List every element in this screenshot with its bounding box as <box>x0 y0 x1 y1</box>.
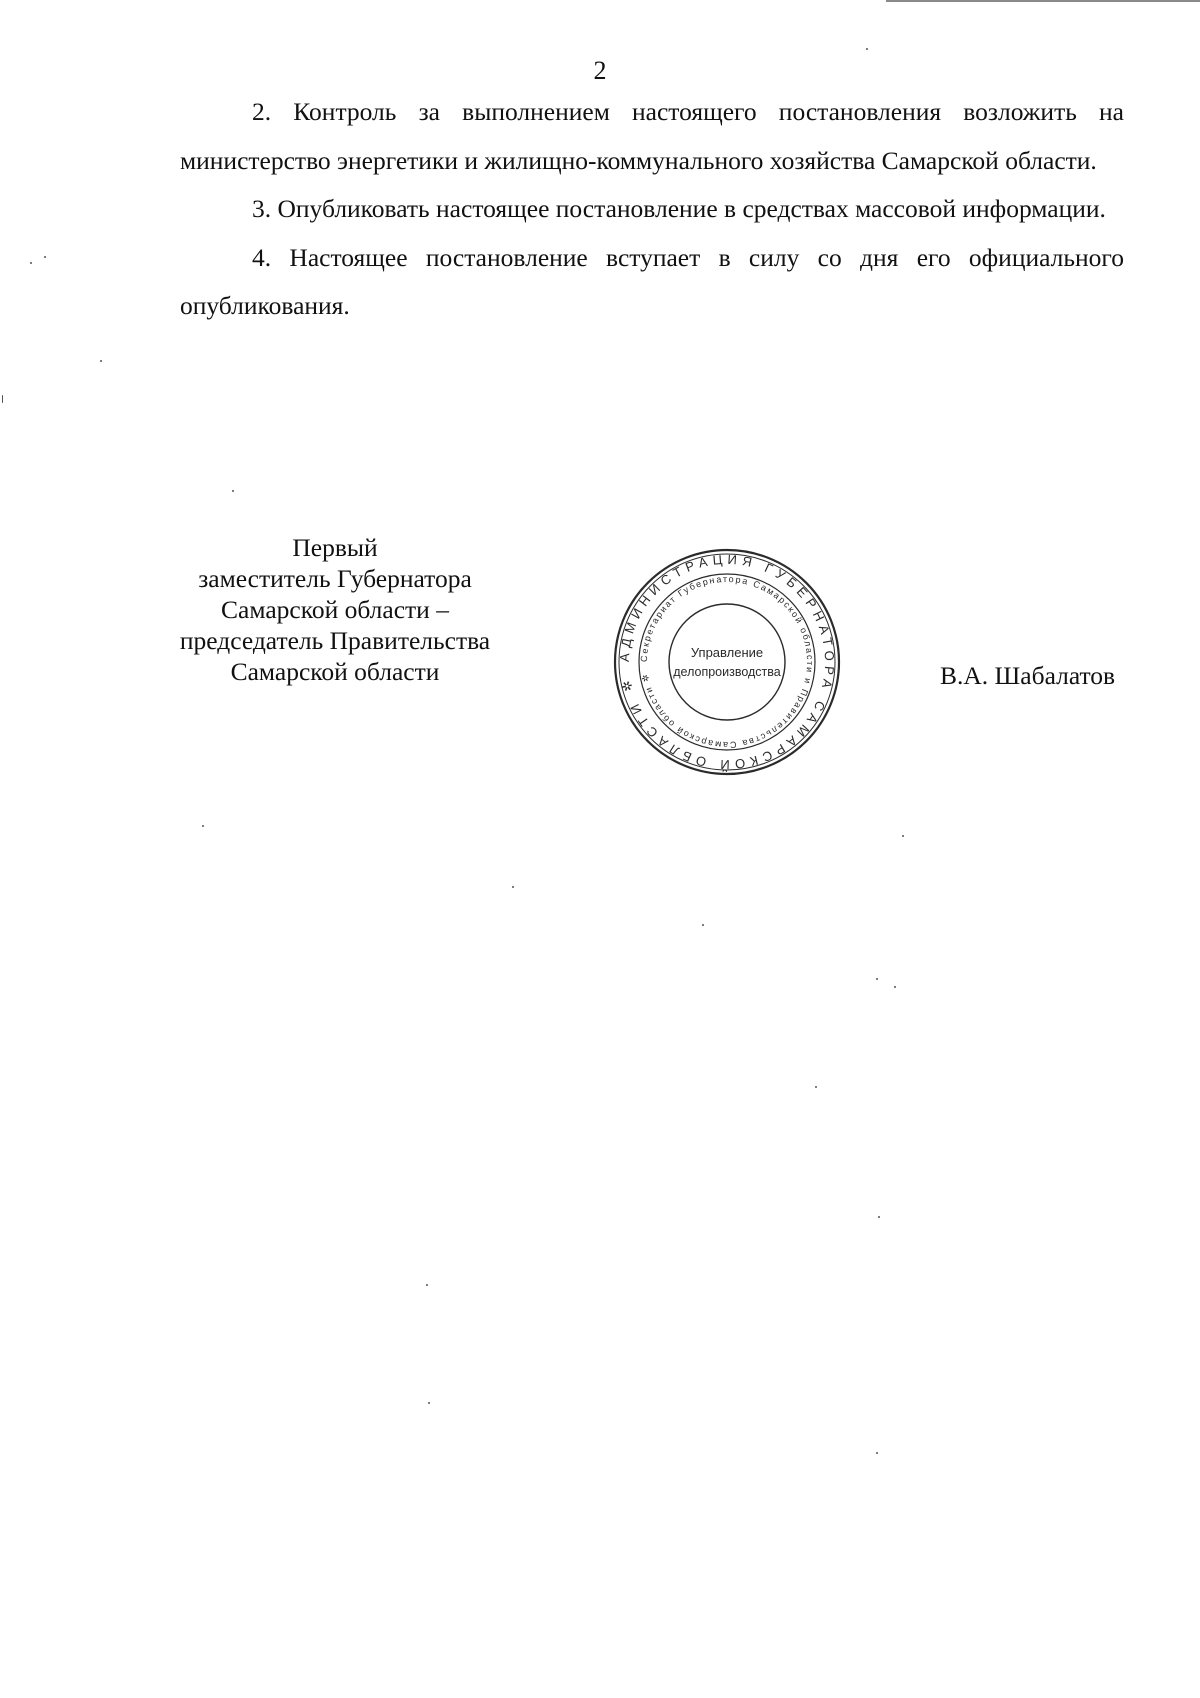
scan-speck <box>428 1402 430 1404</box>
seal-inner-ring-text: Секретариат Губернатора Самарской области и Правительства Самарской области ✲ <box>638 573 816 751</box>
scan-speck <box>426 1284 428 1286</box>
seal-inner-border <box>669 604 785 720</box>
document-body <box>180 88 1124 331</box>
signatory-title-line: заместитель Губернатора <box>198 564 472 593</box>
scan-speck <box>866 48 868 50</box>
signatory-title-line: председатель Правительства <box>179 626 491 655</box>
signatory-name: В.А. Шабалатов <box>940 661 1116 690</box>
scan-edge-line <box>886 0 1200 2</box>
paragraph-control: 2. Контроль за выполнением настоящего постановления возложить на министерство энергетики и жилищно-коммунального хозяйства Самарской области. <box>180 97 1124 175</box>
official-seal-stamp <box>612 548 842 776</box>
scan-speck <box>44 256 46 258</box>
scan-speck <box>30 262 32 264</box>
scan-speck <box>512 886 514 888</box>
scan-speck <box>894 986 896 988</box>
scan-speck <box>876 978 878 980</box>
signatory-title <box>150 532 520 687</box>
scan-speck <box>2 395 3 403</box>
scan-speck <box>876 1452 878 1454</box>
scan-speck <box>232 490 234 492</box>
scan-speck <box>878 1216 880 1218</box>
signatory-title-line: Самарской области – <box>221 595 449 624</box>
seal-center-line: делопроизводства <box>673 665 781 679</box>
scan-speck <box>702 924 704 926</box>
paragraph-effective-date: 4. Настоящее постановление вступает в силу со дня его официального опубликования. <box>180 242 1124 320</box>
signatory-title-line: Самарской области <box>230 657 440 686</box>
scan-speck <box>815 1086 817 1088</box>
scan-speck <box>902 835 904 837</box>
seal-center-line: Управление <box>690 645 764 660</box>
scan-speck <box>100 360 102 362</box>
paragraph-publish: 3. Опубликовать настоящее постановление в средствах массовой информации. <box>252 194 1106 223</box>
seal-outer-ring-text: АДМИНИСТРАЦИЯ ГУБЕРНАТОРА САМАРСКОЙ ОБЛАСТИ ✲ <box>616 551 838 773</box>
page-number: 2 <box>593 56 607 85</box>
scan-speck <box>202 825 204 827</box>
signatory-title-line: Первый <box>292 533 378 562</box>
